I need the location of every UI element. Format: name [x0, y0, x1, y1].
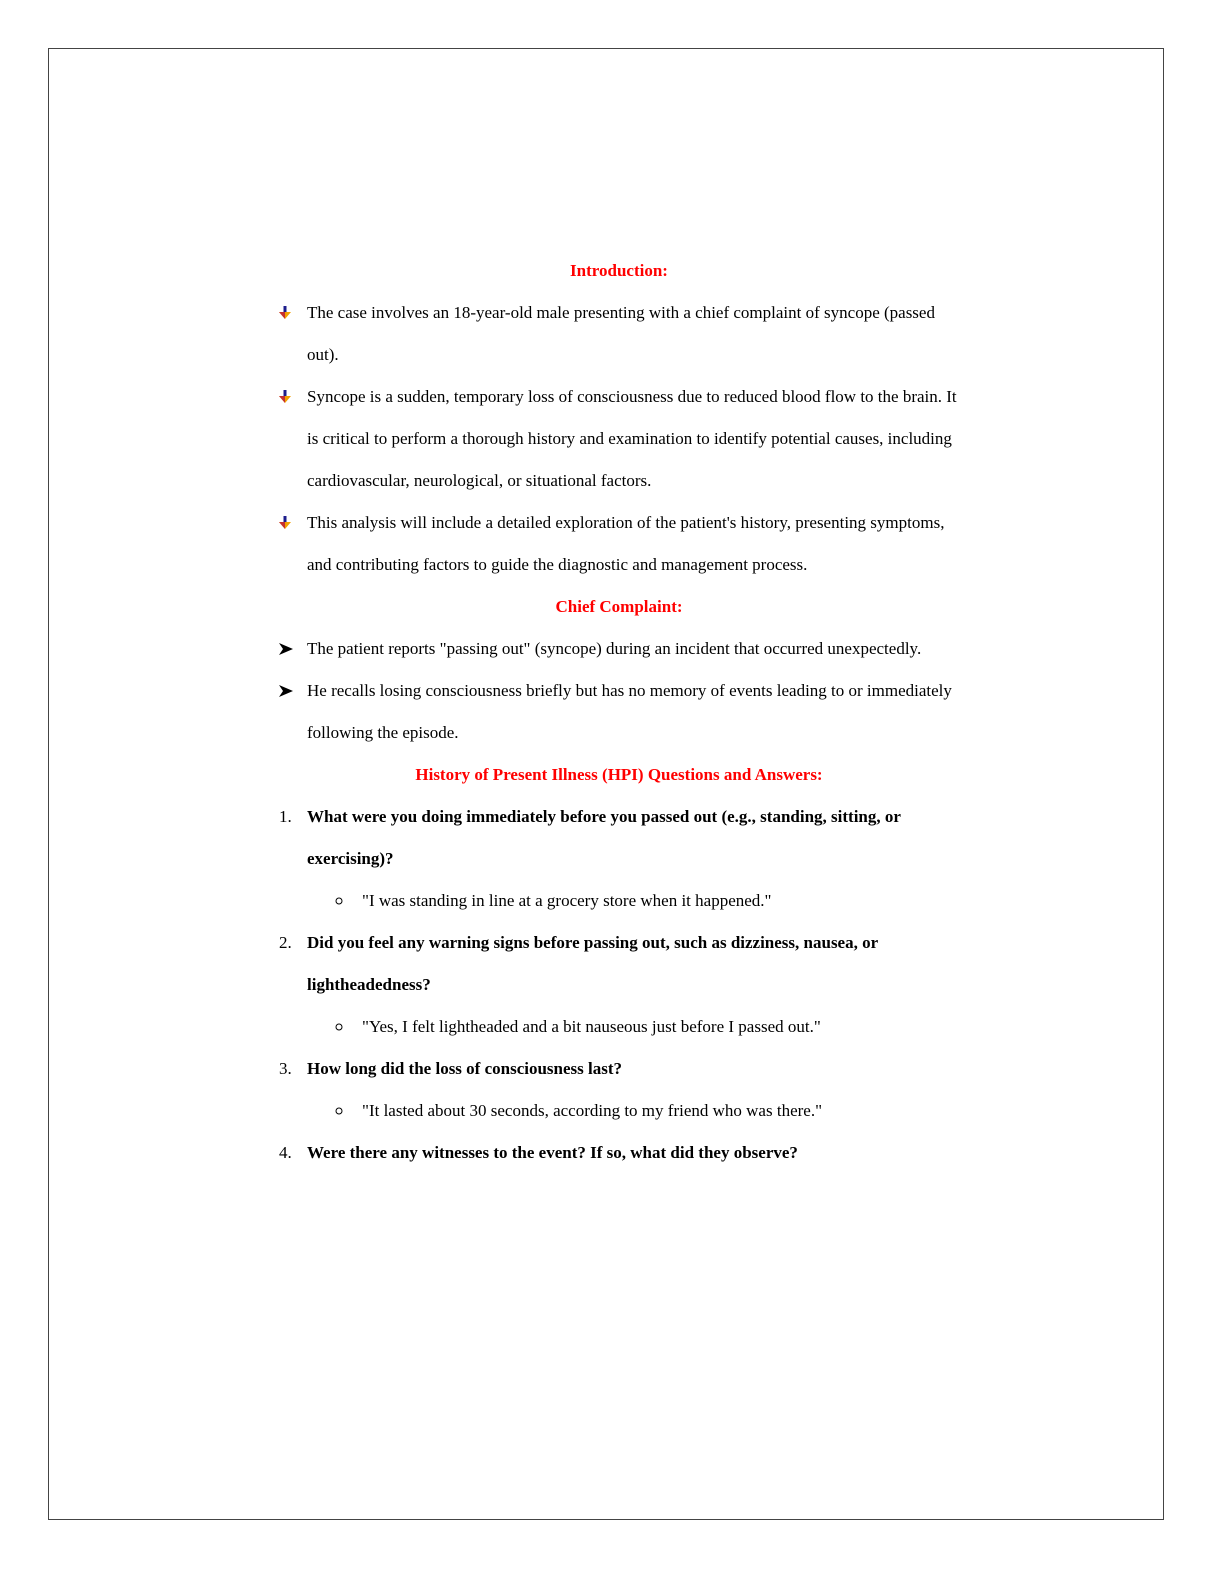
arrowhead-bullet-icon	[279, 670, 303, 712]
intro-bullet-text: The case involves an 18-year-old male presenting with a chief complaint of syncope (passed out).	[307, 303, 935, 364]
hpi-question-item	[279, 1048, 959, 1090]
question-text: Did you feel any warning signs before passing out, such as dizziness, nausea, or lightheadedness?	[307, 933, 878, 994]
answer-text: "I was standing in line at a grocery store when it happened."	[362, 891, 772, 910]
hpi-question-item	[279, 1132, 959, 1174]
answer-text: "It lasted about 30 seconds, according to my friend who was there."	[362, 1101, 823, 1120]
question-number: 1.	[279, 807, 292, 826]
intro-bullet-text: This analysis will include a detailed exploration of the patient's history, presenting symptoms, and contributing factors to guide the diagnostic and management process.	[307, 513, 945, 574]
question-number: 4.	[279, 1143, 292, 1162]
chief-complaint-heading: Chief Complaint:	[555, 597, 683, 616]
question-number: 3.	[279, 1059, 292, 1078]
hollow-circle-bullet-icon	[335, 1090, 349, 1132]
document-body	[279, 250, 959, 1174]
hpi-question-item	[279, 922, 959, 1006]
arrowhead-bullet-icon	[279, 628, 303, 670]
intro-bullet-item	[279, 292, 959, 376]
hpi-answer-item	[279, 1006, 959, 1048]
down-arrow-bullet-icon	[279, 376, 303, 418]
down-arrow-bullet-icon	[279, 502, 303, 544]
complaint-bullet-text: The patient reports "passing out" (syncope) during an incident that occurred unexpectedly.	[307, 639, 922, 658]
intro-bullet-item	[279, 376, 959, 502]
hpi-question-item	[279, 796, 959, 880]
hollow-circle-bullet-icon	[335, 1006, 349, 1048]
question-number: 2.	[279, 933, 292, 952]
answer-text: "Yes, I felt lightheaded and a bit nauseous just before I passed out."	[362, 1017, 821, 1036]
hollow-circle-bullet-icon	[335, 880, 349, 922]
question-text: Were there any witnesses to the event? If so, what did they observe?	[307, 1143, 798, 1162]
complaint-bullet-text: He recalls losing consciousness briefly but has no memory of events leading to or immediately following the episode.	[307, 681, 952, 742]
question-text: How long did the loss of consciousness last?	[307, 1059, 623, 1078]
hpi-heading: History of Present Illness (HPI) Questions and Answers:	[415, 765, 823, 784]
question-text: What were you doing immediately before you passed out (e.g., standing, sitting, or exercising)?	[307, 807, 901, 868]
introduction-heading: Introduction:	[570, 261, 668, 280]
complaint-bullet-item	[279, 670, 959, 754]
hpi-answer-item	[279, 880, 959, 922]
hpi-answer-item	[279, 1090, 959, 1132]
down-arrow-bullet-icon	[279, 292, 303, 334]
intro-bullet-item	[279, 502, 959, 586]
intro-bullet-text: Syncope is a sudden, temporary loss of consciousness due to reduced blood flow to the brain. It is critical to perform a thorough history and examination to identify potential causes, including cardiovascular, neurological, or situational factors.	[307, 387, 957, 490]
complaint-bullet-item	[279, 628, 959, 670]
